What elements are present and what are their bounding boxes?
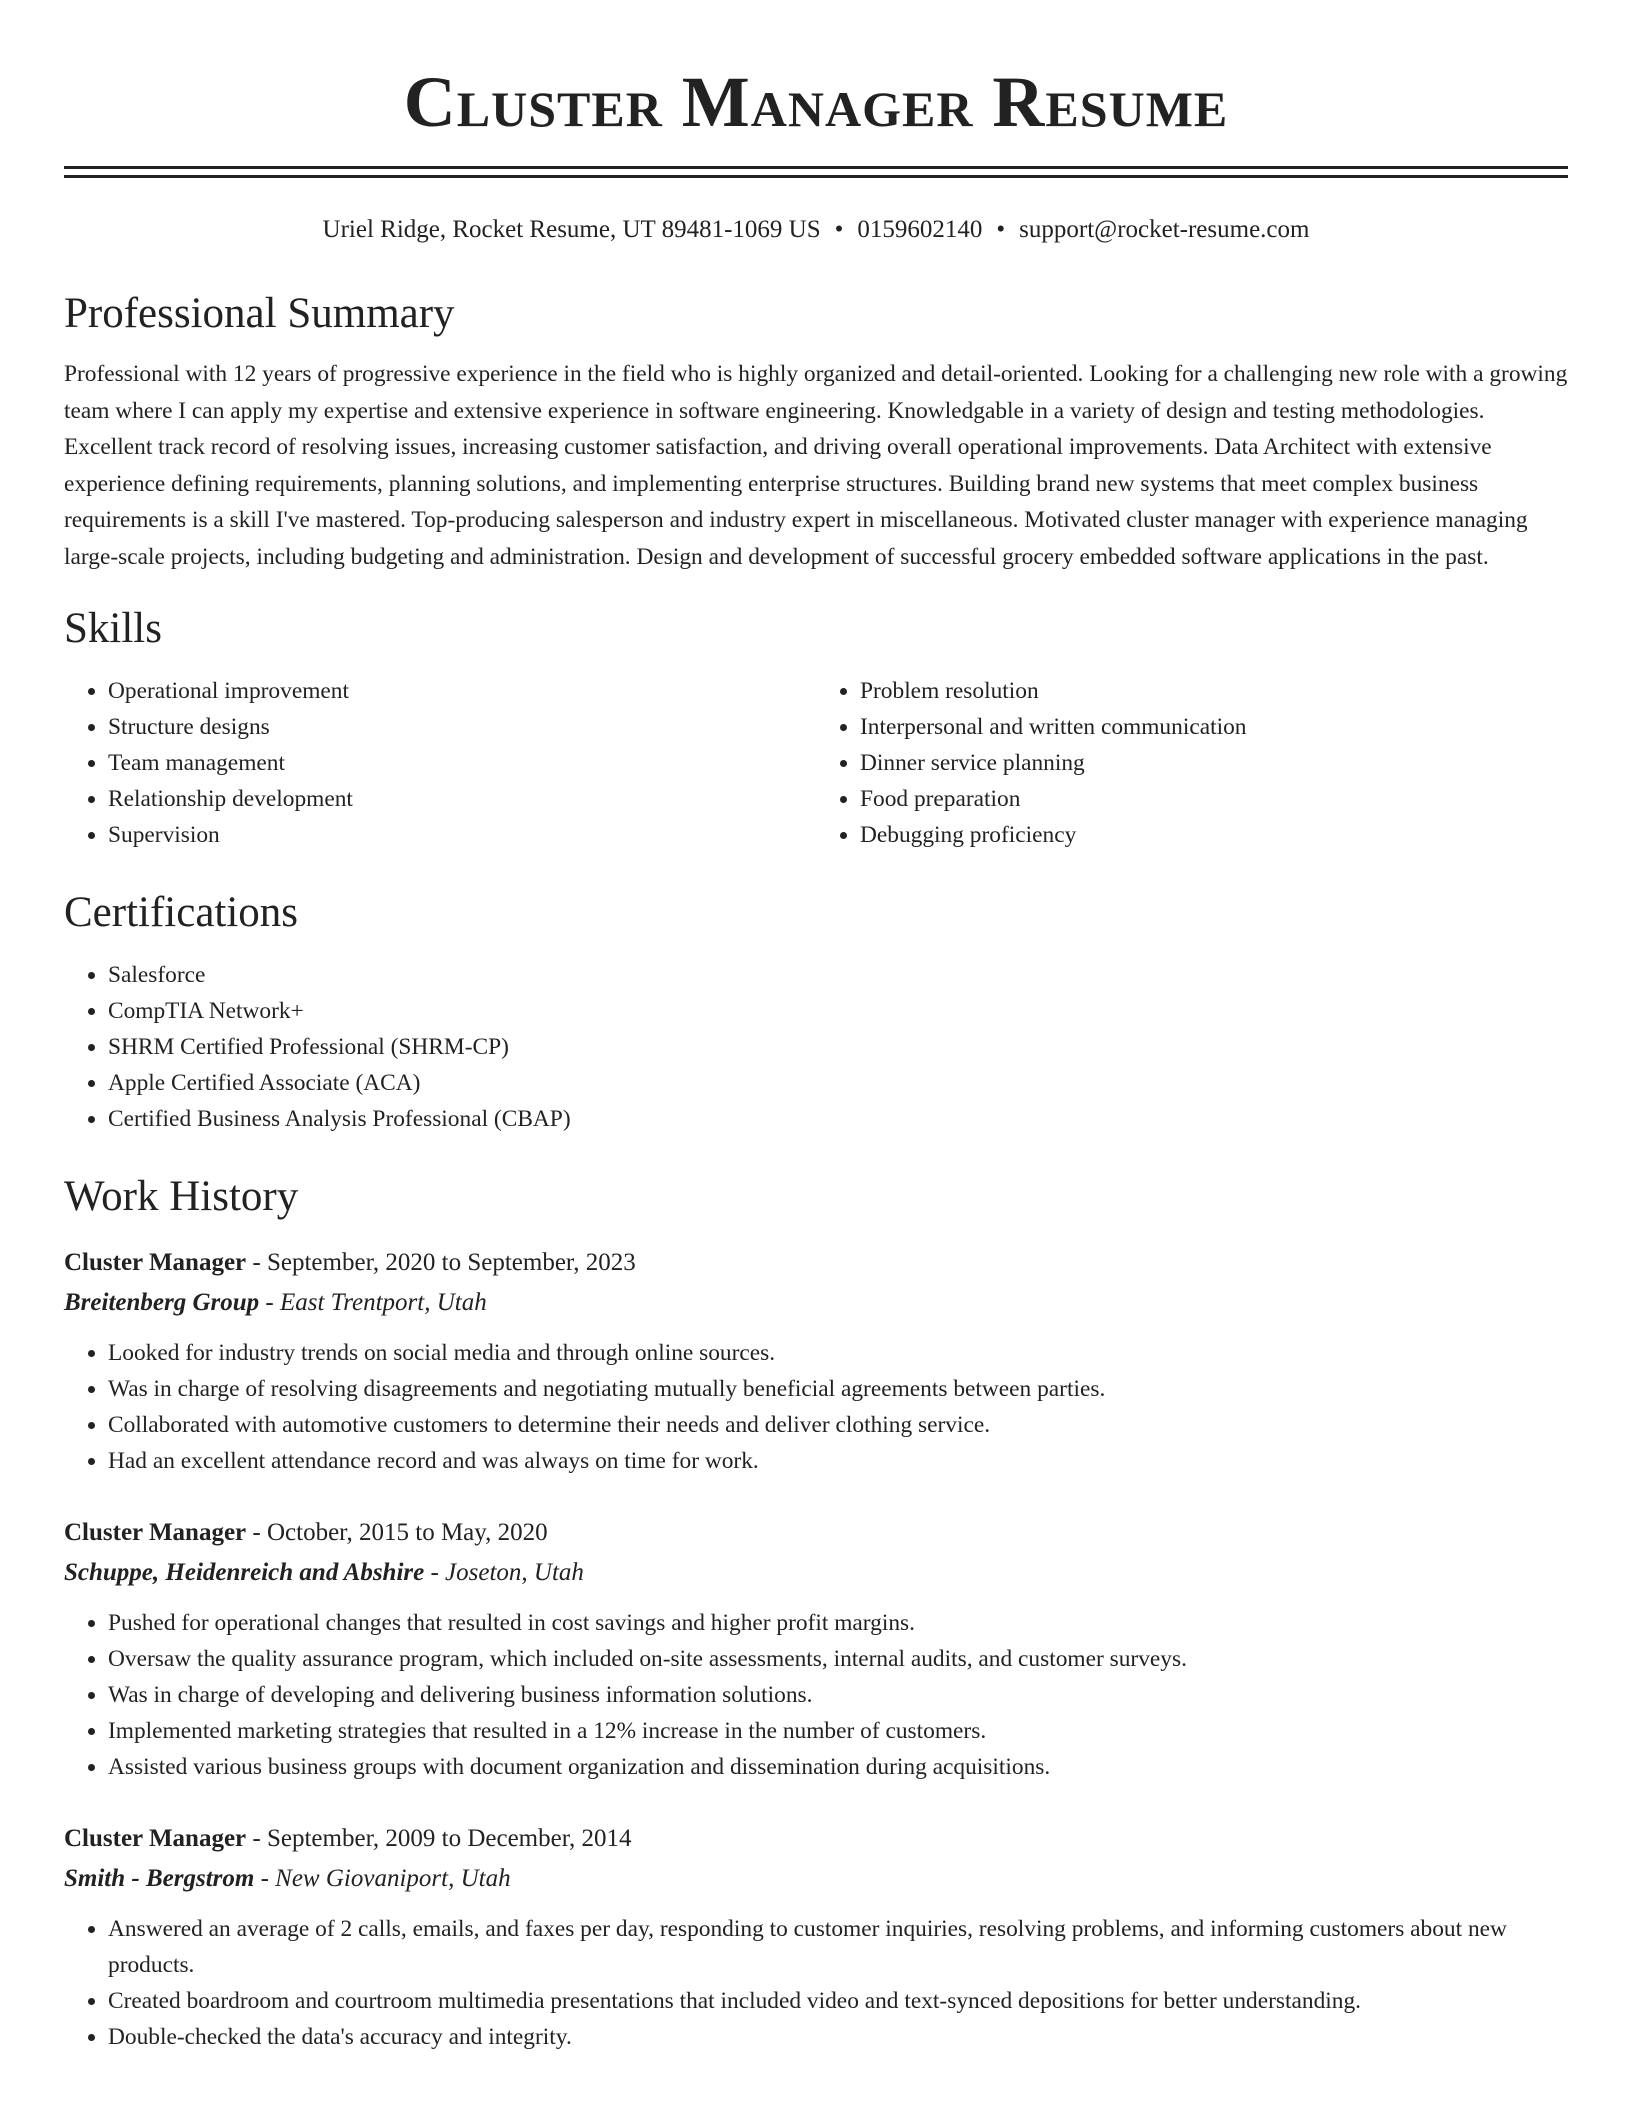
certifications-list [64, 957, 1568, 1137]
certification-item: • Certified Business Analysis Professional (CBAP) [108, 1101, 1568, 1137]
job-company-line [64, 1553, 1568, 1593]
skill-item: • Food preparation [860, 781, 1568, 817]
job-bullet: • Pushed for operational changes that resulted in cost savings and higher profit margins. [108, 1605, 1568, 1641]
job-bullet: • Was in charge of resolving disagreements and negotiating mutually beneficial agreements between parties. [108, 1371, 1568, 1407]
title-rule-bottom [64, 175, 1568, 178]
job-bullet: • Was in charge of developing and delivering business information solutions. [108, 1677, 1568, 1713]
skills-list-left [64, 673, 816, 853]
job-company-line [64, 1283, 1568, 1323]
job-entry [64, 1243, 1568, 1479]
skill-item: • Supervision [108, 817, 816, 853]
certification-item: • Apple Certified Associate (ACA) [108, 1065, 1568, 1101]
job-dates: - September, 2009 to December, 2014 [246, 1825, 632, 1852]
job-bullet: • Looked for industry trends on social media and through online sources. [108, 1335, 1568, 1371]
skill-item: • Operational improvement [108, 673, 816, 709]
job-bullet: • Had an excellent attendance record and was always on time for work. [108, 1443, 1568, 1479]
contact-line [64, 214, 1568, 246]
contact-separator: • [834, 216, 844, 243]
job-title-line [64, 1819, 1568, 1859]
certification-item: • Salesforce [108, 957, 1568, 993]
job-bullets [64, 1911, 1568, 2055]
skill-item: • Dinner service planning [860, 745, 1568, 781]
skill-item: • Team management [108, 745, 816, 781]
job-entry [64, 1819, 1568, 2055]
job-bullet: • Oversaw the quality assurance program, which included on-site assessments, internal audits, and customer surveys. [108, 1641, 1568, 1677]
certification-item: • SHRM Certified Professional (SHRM-CP) [108, 1029, 1568, 1065]
contact-separator: • [996, 216, 1006, 243]
job-dates: - September, 2020 to September, 2023 [246, 1249, 636, 1276]
skill-item: • Problem resolution [860, 673, 1568, 709]
certification-item: • CompTIA Network+ [108, 993, 1568, 1029]
skill-item: • Interpersonal and written communication [860, 709, 1568, 745]
job-dates: - October, 2015 to May, 2020 [246, 1519, 548, 1546]
skills-heading: Skills [64, 605, 162, 652]
job-role: Cluster Manager [64, 1519, 247, 1546]
job-company: Schuppe, Heidenreich and Abshire [64, 1559, 425, 1586]
job-role: Cluster Manager [64, 1825, 247, 1852]
job-bullet: • Collaborated with automotive customers to determine their needs and deliver clothing service. [108, 1407, 1568, 1443]
title-rule-top [64, 166, 1568, 169]
summary-heading: Professional Summary [64, 290, 455, 337]
skill-item: • Relationship development [108, 781, 816, 817]
job-bullet: • Created boardroom and courtroom multimedia presentations that included video and text-synced depositions for better understanding. [108, 1983, 1568, 2019]
job-bullet: • Implemented marketing strategies that resulted in a 12% increase in the number of customers. [108, 1713, 1568, 1749]
job-company: Breitenberg Group [64, 1289, 260, 1316]
job-role: Cluster Manager [64, 1249, 247, 1276]
job-bullet: • Double-checked the data's accuracy and integrity. [108, 2019, 1568, 2055]
job-company-line [64, 1859, 1568, 1899]
job-bullet: • Assisted various business groups with document organization and dissemination during acquisitions. [108, 1749, 1568, 1785]
contact-address: Uriel Ridge, Rocket Resume, UT 89481-1069 US [322, 216, 821, 243]
contact-phone: 0159602140 [857, 216, 983, 243]
job-bullets [64, 1335, 1568, 1479]
job-location: - New Giovaniport, Utah [254, 1865, 511, 1892]
resume-page [64, 0, 1568, 2055]
work-history-heading: Work History [64, 1173, 299, 1220]
job-entry [64, 1513, 1568, 1785]
job-location: - East Trentport, Utah [259, 1289, 487, 1316]
job-title-line [64, 1513, 1568, 1553]
certifications-heading: Certifications [64, 889, 299, 936]
job-location: - Joseton, Utah [424, 1559, 584, 1586]
job-company: Smith - Bergstrom [64, 1865, 255, 1892]
summary-text: Professional with 12 years of progressive experience in the field who is highly organized and detail-oriented. Looking for a challenging new role with a growing team where I can apply my expertise and extensive experience in software engineering. Knowledgable in a variety of design and testing methodologies. Excellent track record of resolving issues, increasing customer satisfaction, and driving overall operational improvements. Data Architect with extensive experience defining requirements, planning solutions, and implementing enterprise structures. Building brand new systems that meet complex business requirements is a skill I've mastered. Top-producing salesperson and industry expert in miscellaneous. Motivated cluster manager with experience managing large-scale projects, including budgeting and administration. Design and development of successful grocery embedded software applications in the past. [64, 361, 1568, 570]
skills-list-right [816, 673, 1568, 853]
skills-columns [64, 673, 1568, 853]
job-bullet: • Answered an average of 2 calls, emails, and faxes per day, responding to customer inquiries, resolving problems, and informing customers about new products. [108, 1911, 1568, 1983]
job-bullets [64, 1605, 1568, 1785]
skill-item: • Structure designs [108, 709, 816, 745]
resume-title: Cluster Manager Resume [403, 62, 1229, 142]
job-title-line [64, 1243, 1568, 1283]
contact-email: support@rocket-resume.com [1019, 216, 1310, 243]
skill-item: • Debugging proficiency [860, 817, 1568, 853]
